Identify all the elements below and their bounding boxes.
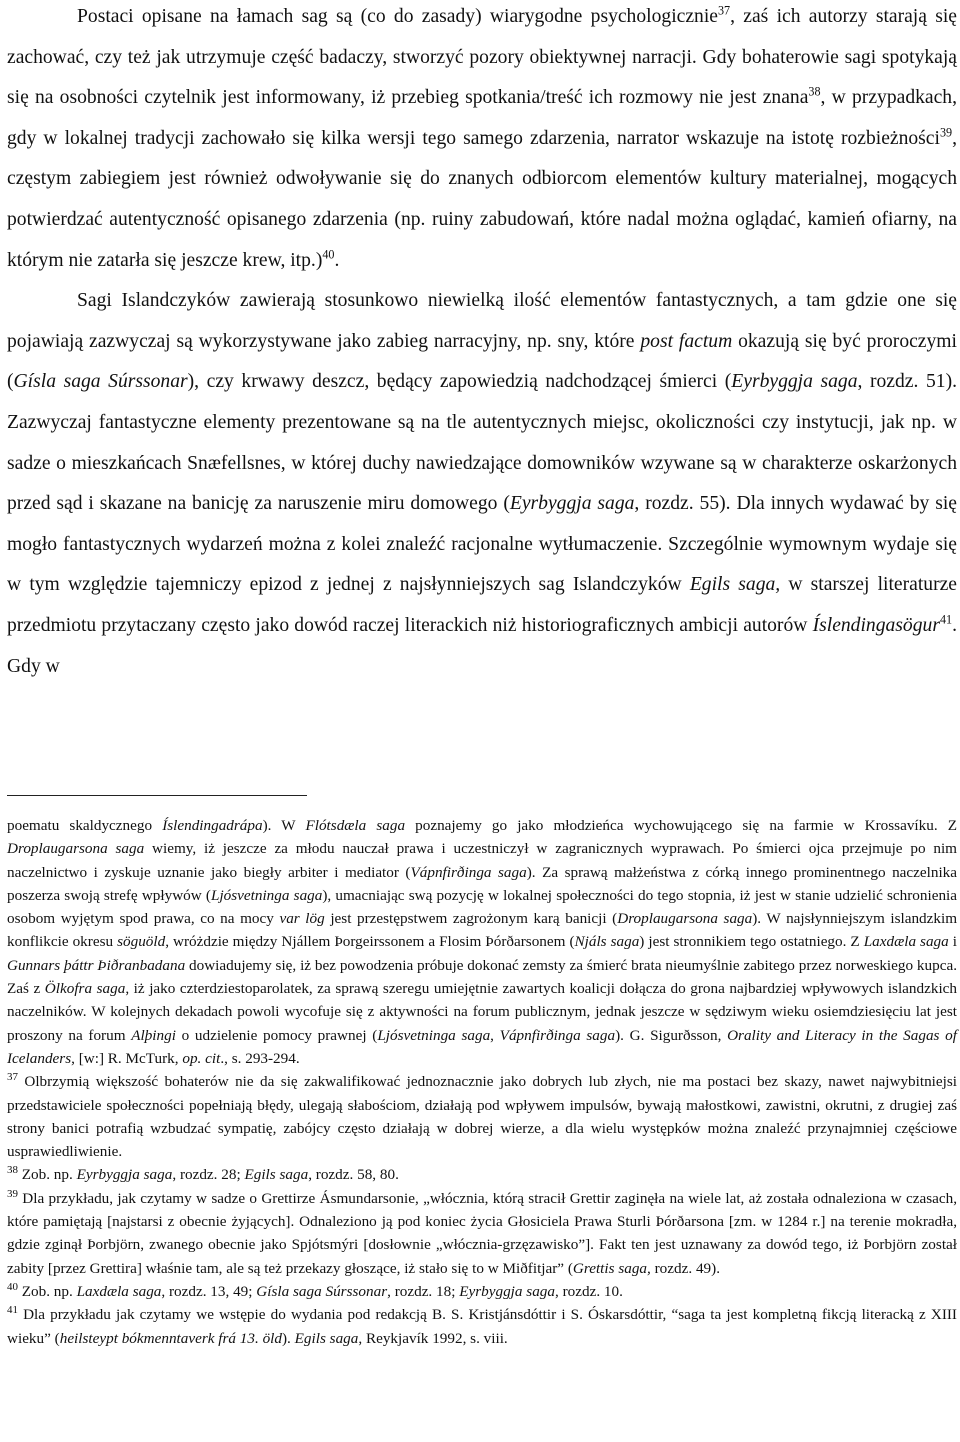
footnote-number: 39: [7, 1187, 18, 1200]
footnote-38: $^{38}$ Zob. np. Eyrbyggja saga, rozdz. 28; Egils saga, rozdz. 58, 80.: [7, 1164, 399, 1184]
footnote-ref-41[interactable]: 41: [939, 612, 953, 627]
footnotes: [7, 814, 957, 1350]
footnote-number: 40: [7, 1280, 18, 1293]
footnote-37: $^{37}$ Olbrzymią większość bohaterów nie da się zakwalifikować jednoznacznie jako dobrych lub złych, nie ma postaci bez skazy, nawet najwybitniejsi przedstawiciele społeczności popełniają błędy, ulegają słabościom, działają pod wpływem impulsów, bywają małostkowi, zawistni, okrutni, z drugiej zaś strony banici potrafią wzbudzać sympatię, zabójcy często działają w dobrej wierze, a dla wielu występków można znaleźć przynajmniej częściowe usprawiedliwienie.: [7, 1071, 957, 1161]
footnote-number: 38: [7, 1164, 18, 1177]
footnote-continuation: poematu skaldycznego Íslendingadrápa). W Flótsdæla saga poznajemy go jako młodzieńca wychowującego się na farmie w Krossavíku. Z Droplaugarsona saga wiemy, iż jeszcze za młodu nauczał prawa i uczestniczył w zagranicznych wyprawach. Po śmierci ojca przejmuje po nim naczelnictwo i zyskuje uznanie jako biegły arbiter i mediator (Vápnfirðinga saga). Za sprawą małżeństwa z córką innego prominentnego naczelnika poszerza swoją strefę wpływów (Ljósvetninga saga), umacniając swą pozycję w lokalnej społeczności do tego stopnia, iż jest w stanie udzielić schronienia osobom wyjętym spod prawa, co na mocy var lög jest przestępstwem zagrożonym karą banicji (Droplaugarsona saga). W najsłynniejszym islandzkim konflikcie okresu söguöld, wróżdzie między Njállem Þorgeirssonem a Flosim Þórðarsonem (Njáls saga) jest stronnikiem tego ostatniego. Z Laxdæla saga i Gunnars þáttr Þiðranbadana dowiadujemy się, iż bez powodzenia próbuje dokonać zemsty za śmierć brata nieumyślnie zabitego przez norweskiego kupca. Zaś z Ölkofra saga, iż jako czterdziestoparolatek, za sprawą szeregu umiejętnie zawartych koalicji dołącza do grona najbardziej wpływowych islandzkich naczelników. W kolejnych dekadach powoli wycofuje się z aktywności na forum publicznym, jednak jeszcze w sędziwym wieku osiemdziesięciu lat jest proszony na forum Alþingi o udzielenie pomocy prawnej (Ljósvetninga saga, Vápnfirðinga saga). G. Sigurðsson, Orality and Literacy in the Sagas of Icelanders, [w:] R. McTurk, op. cit., s. 293-294.: [7, 817, 958, 1067]
footnote-39: $^{39}$ Dla przykładu, jak czytamy w sadze o Grettirze Ásmundarsonie, „włócznia, którą stracił Grettir zaginęła na wiele lat, aż została odnaleziona w czasach, które pamiętają [najstarsi z obecnie żyjących]. Odnaleziono ją pod koniec życia Głosiciela Prawa Sturli Þórðarsona [zm. w 1284 r.] na terenie mokradła, gdzie zginął Þorbjörn, zwanego obecnie jako Spjótsmýri [dosłownie „włócznia-grzęzawisko”]. Fakt ten jest uznawany za dowód tego, iż Þorbjörn został zabity [przez Grettira] właśnie tam, ale są też przekazy głoszące, iż stało się to w Miðfitjar” (Grettis saga, rozdz. 49).: [7, 1187, 957, 1277]
footnote-40: $^{40}$ Zob. np. Laxdæla saga, rozdz. 13, 49; Gísla saga Súrssonar, rozdz. 18; Eyrbyggja saga, rozdz. 10.: [7, 1280, 623, 1300]
footnote-separator: [7, 795, 307, 796]
footnote-number: 41: [7, 1304, 18, 1317]
footnote-41: $^{41}$ Dla przykładu jak czytamy we wstępie do wydania pod redakcją B. S. Kristjánsdóttir i S. Óskarsdóttir, “saga ta jest kompletną fikcją literacką z XIII wieku” (heilsteypt bókmenntaverk frá 13. öld). Egils saga, Reykjavík 1992, s. viii.: [7, 1304, 957, 1347]
footnote-ref-39[interactable]: 39: [939, 125, 953, 140]
footnote-ref-38[interactable]: 38: [808, 84, 821, 99]
paragraph-2: Sagi Islandczyków zawierają stosunkowo niewielką ilość elementów fantastycznych, a tam gdzie one się pojawiają zazwyczaj są wykorzystywane jako zabieg narracyjny, np. sny, które post factum okazują się być proroczymi (Gísla saga Súrssonar), czy krwawy deszcz, będący zapowiedzią nadchodzącej śmierci (Eyrbyggja saga, rozdz. 51). Zazwyczaj fantastyczne elementy prezentowane są na tle autentycznych miejsc, okoliczności czy instytucji, jak np. w sadze o mieszkańcach Snæfellsnes, w której duchy nawiedzające domowników wzywane są w charakterze oskarżonych przed sąd i skazane na banicję za naruszenie miru domowego (Eyrbyggja saga, rozdz. 55). Dla innych wydawać by się mogło fantastycznych wydarzeń można z kolei znaleźć racjonalne wytłumaczenie. Szczególnie wymownym wydaje się w tym względzie tajemniczy epizod z jednej z najsłynniejszych sag Islandczyków Egils saga, w starszej literaturze przedmiotu przytaczany często jako dowód raczej literackich niż historiograficznych ambicji autorów Íslendingasögur$^{41}$. Gdy w: [7, 290, 957, 677]
main-text: [7, 0, 957, 687]
footnote-ref-37[interactable]: 37: [717, 3, 731, 18]
footnote-number: 37: [7, 1071, 18, 1084]
footnote-ref-40[interactable]: 40: [322, 247, 335, 262]
paragraph-1: Postaci opisane na łamach sag są (co do zasady) wiarygodne psychologicznie$^{37}$, zaś ich autorzy starają się zachować, czy też jak utrzymuje część badaczy, stworzyć pozory obiektywnej narracji. Gdy bohaterowie sagi spotykają się na osobności czytelnik jest informowany, iż przebieg spotkania/treść ich rozmowy nie jest znana$^{38}$, w przypadkach, gdy w lokalnej tradycji zachowało się kilka wersji tego samego zdarzenia, narrator wskazuje na istotę rozbieżności$^{39}$, częstym zabiegiem jest również odwoływanie się do znanych odbiorcom elementów kultury materialnej, mogących potwierdzać autentyczność opisanego zdarzenia (np. ruiny zabudowań, które nadal można oglądać, kamień ofiarny, na którym nie zatarła się jeszcze krew, itp.)$^{40}$.: [7, 3, 957, 271]
